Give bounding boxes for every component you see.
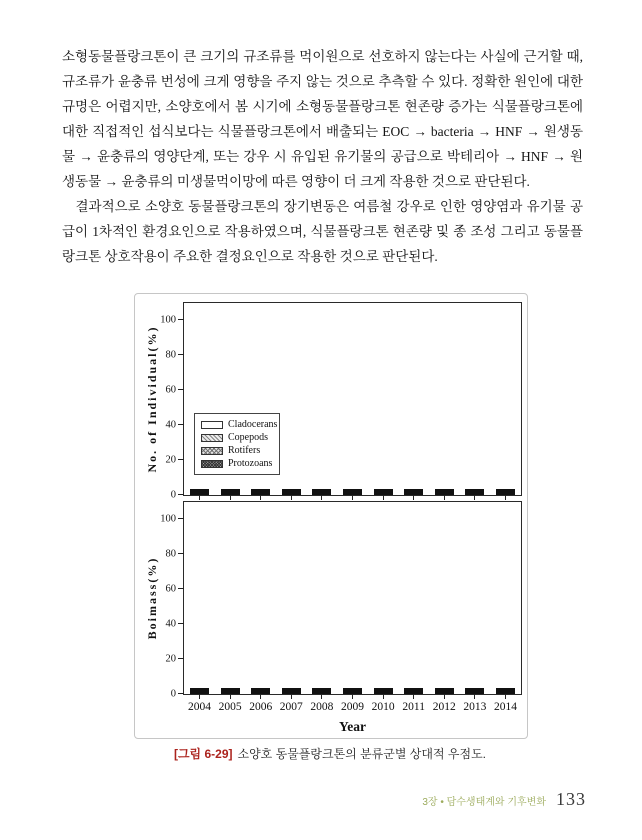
y-tick-label: 100 xyxy=(160,513,176,525)
x-ticks xyxy=(184,495,521,500)
category-cell xyxy=(493,701,517,714)
legend-swatch-copepods xyxy=(201,434,223,442)
x-tick xyxy=(230,694,231,699)
x-tick xyxy=(199,694,200,699)
y-tick-label: 40 xyxy=(165,418,176,430)
category-label: 2005 xyxy=(218,701,242,713)
x-tick-cell xyxy=(404,495,423,500)
x-tick-cell xyxy=(282,495,301,500)
y-tick-label: 0 xyxy=(170,488,176,500)
x-tick xyxy=(413,495,414,500)
category-cell xyxy=(371,701,395,714)
x-tick xyxy=(444,694,445,699)
legend xyxy=(194,413,280,475)
figure-caption-tag: [그림 6-29] xyxy=(173,747,233,761)
legend-swatch-cladocerans xyxy=(201,421,223,429)
segment-cladocerans-2007 xyxy=(283,692,300,693)
segment-cladocerans-2004 xyxy=(191,493,208,494)
paragraph-1: 소형동물플랑크톤이 큰 크기의 규조류를 먹이원으로 선호하지 않는다는 사실에 근거할 때, 규조류가 윤충류 번성에 크게 영향을 주지 않는 것으로 추측할 수 있다. 정확한 원인에 대한 규명은 어렵지만, 소양호에서 봄 시기에 소형동물플랑크톤 현존량 증가는 식물플랑크톤에 대한 직접적인 섭식보다는 식물플랑크톤에서 배출되는 EOC → bacteria → HNF → 원생동물 → 윤충류의 영양단계, 또는 강우 시 유입된 유기물의 공급으로 박테리아 → HNF → 원생동물 → 윤충류의 미생물먹이망에 따른 영향이 더 크게 작용한 것으로 판단된다. xyxy=(62,49,583,189)
paragraph-2: 결과적으로 소양호 동물플랑크톤의 장기변동은 여름철 강우로 인한 영양염과 유기물 공급이 1차적인 환경요인으로 작용하였으며, 식물플랑크톤 현존량 및 종 조성 그리고 동물플랑크톤 상호작용이 주요한 결정요인으로 작용한 것으로 판단된다. xyxy=(62,199,583,264)
segment-cladocerans-2006 xyxy=(252,692,269,693)
y-tick-label: 0 xyxy=(170,687,176,699)
x-tick xyxy=(505,495,506,500)
x-tick-cell xyxy=(374,495,393,500)
category-label: 2010 xyxy=(371,701,395,713)
bars xyxy=(184,519,521,694)
segment-cladocerans-2008 xyxy=(313,692,330,693)
category-cell xyxy=(310,701,334,714)
x-tick xyxy=(260,694,261,699)
category-label: 2004 xyxy=(188,701,211,713)
y-axis-label: Boimass(%) xyxy=(145,556,159,640)
category-label: 2011 xyxy=(402,701,425,713)
legend-label: Copepods xyxy=(228,432,268,443)
x-tick xyxy=(474,694,475,699)
x-tick xyxy=(352,495,353,500)
category-cell xyxy=(190,702,209,714)
category-cell xyxy=(340,701,364,714)
segment-cladocerans-2013 xyxy=(466,493,483,494)
page-footer xyxy=(422,789,586,810)
x-tick xyxy=(230,495,231,500)
x-tick-cell xyxy=(190,694,209,699)
legend-swatch-rotifers xyxy=(201,447,223,455)
category-cell xyxy=(279,701,303,714)
category-labels xyxy=(184,702,521,714)
category-label: 2012 xyxy=(432,701,456,713)
segment-cladocerans-2012 xyxy=(436,692,453,693)
segment-cladocerans-2009 xyxy=(344,692,361,693)
y-tick-label: 20 xyxy=(165,453,176,465)
legend-entry xyxy=(201,459,275,469)
category-cell xyxy=(463,701,487,714)
y-tick-label: 20 xyxy=(165,652,176,664)
segment-cladocerans-2008 xyxy=(313,493,330,494)
x-tick xyxy=(413,694,414,699)
x-tick-cell xyxy=(343,694,362,699)
segment-cladocerans-2005 xyxy=(222,692,239,693)
x-tick xyxy=(505,694,506,699)
segment-cladocerans-2006 xyxy=(252,493,269,494)
segment-cladocerans-2011 xyxy=(405,493,422,494)
chart-biomass xyxy=(145,501,522,734)
legend-label: Protozoans xyxy=(228,458,273,469)
segment-cladocerans-2007 xyxy=(283,493,300,494)
x-tick-cell xyxy=(343,495,362,500)
x-tick xyxy=(321,694,322,699)
footer-page-number: 133 xyxy=(556,789,586,809)
x-tick-cell xyxy=(312,495,331,500)
segment-cladocerans-2010 xyxy=(375,493,392,494)
segment-cladocerans-2014 xyxy=(497,493,514,494)
segment-cladocerans-2009 xyxy=(344,493,361,494)
x-tick xyxy=(474,495,475,500)
x-tick-cell xyxy=(496,495,515,500)
x-tick-cell xyxy=(374,694,393,699)
category-cell xyxy=(404,702,423,714)
legend-entry xyxy=(201,446,275,456)
figure-caption xyxy=(134,745,526,762)
segment-cladocerans-2004 xyxy=(191,692,208,693)
segment-cladocerans-2011 xyxy=(405,692,422,693)
y-tick-label: 80 xyxy=(165,548,176,560)
segment-cladocerans-2012 xyxy=(436,493,453,494)
x-tick-cell xyxy=(251,694,270,699)
x-tick-cell xyxy=(465,495,484,500)
y-tick-label: 100 xyxy=(160,314,176,326)
legend-entry xyxy=(201,419,278,430)
segment-cladocerans-2005 xyxy=(222,493,239,494)
x-tick xyxy=(444,495,445,500)
x-tick xyxy=(383,495,384,500)
x-tick-cell xyxy=(251,495,270,500)
y-tick-label: 80 xyxy=(165,349,176,361)
x-tick xyxy=(260,495,261,500)
x-tick xyxy=(291,694,292,699)
x-tick xyxy=(291,495,292,500)
footer-chapter-title: 3장 • 담수생태계와 기후변화 xyxy=(422,797,546,808)
y-tick-label: 40 xyxy=(165,617,176,629)
x-tick-cell xyxy=(435,495,454,500)
legend-entry xyxy=(201,433,275,443)
figure-box xyxy=(134,293,528,739)
figure-caption-text: 소양호 동물플랑크톤의 분류군별 상대적 우점도. xyxy=(237,747,487,761)
segment-cladocerans-2013 xyxy=(466,692,483,693)
x-tick-cell xyxy=(465,694,484,699)
x-tick-cell xyxy=(496,694,515,699)
x-tick-cell xyxy=(312,694,331,699)
chart-no-of-individual xyxy=(145,302,522,500)
category-cell xyxy=(432,701,456,714)
category-cell xyxy=(218,701,242,714)
x-tick xyxy=(199,495,200,500)
legend-label: Cladocerans xyxy=(228,419,278,430)
x-axis-label: Year xyxy=(339,719,366,734)
x-tick xyxy=(352,694,353,699)
segment-cladocerans-2014 xyxy=(497,692,514,693)
category-label: 2007 xyxy=(279,701,303,713)
legend-swatch-protozoans xyxy=(201,460,223,468)
category-label: 2006 xyxy=(249,701,273,713)
segment-cladocerans-2010 xyxy=(375,692,392,693)
category-cell xyxy=(249,701,273,714)
category-label: 2014 xyxy=(493,701,517,713)
y-tick-label: 60 xyxy=(165,384,176,396)
x-tick-cell xyxy=(435,694,454,699)
category-label: 2009 xyxy=(340,701,364,713)
y-tick-label: 60 xyxy=(165,583,176,595)
x-tick xyxy=(383,694,384,699)
x-tick xyxy=(321,495,322,500)
body-text xyxy=(62,44,583,269)
legend-label: Rotifers xyxy=(228,445,261,456)
x-tick-cell xyxy=(190,495,209,500)
x-tick-cell xyxy=(221,495,240,500)
category-label: 2008 xyxy=(310,701,334,713)
y-axis-label: No. of Individual(%) xyxy=(145,325,159,473)
x-tick-cell xyxy=(221,694,240,699)
x-tick-cell xyxy=(404,694,423,699)
x-tick-cell xyxy=(282,694,301,699)
x-ticks xyxy=(184,694,521,699)
category-label: 2013 xyxy=(463,701,487,713)
